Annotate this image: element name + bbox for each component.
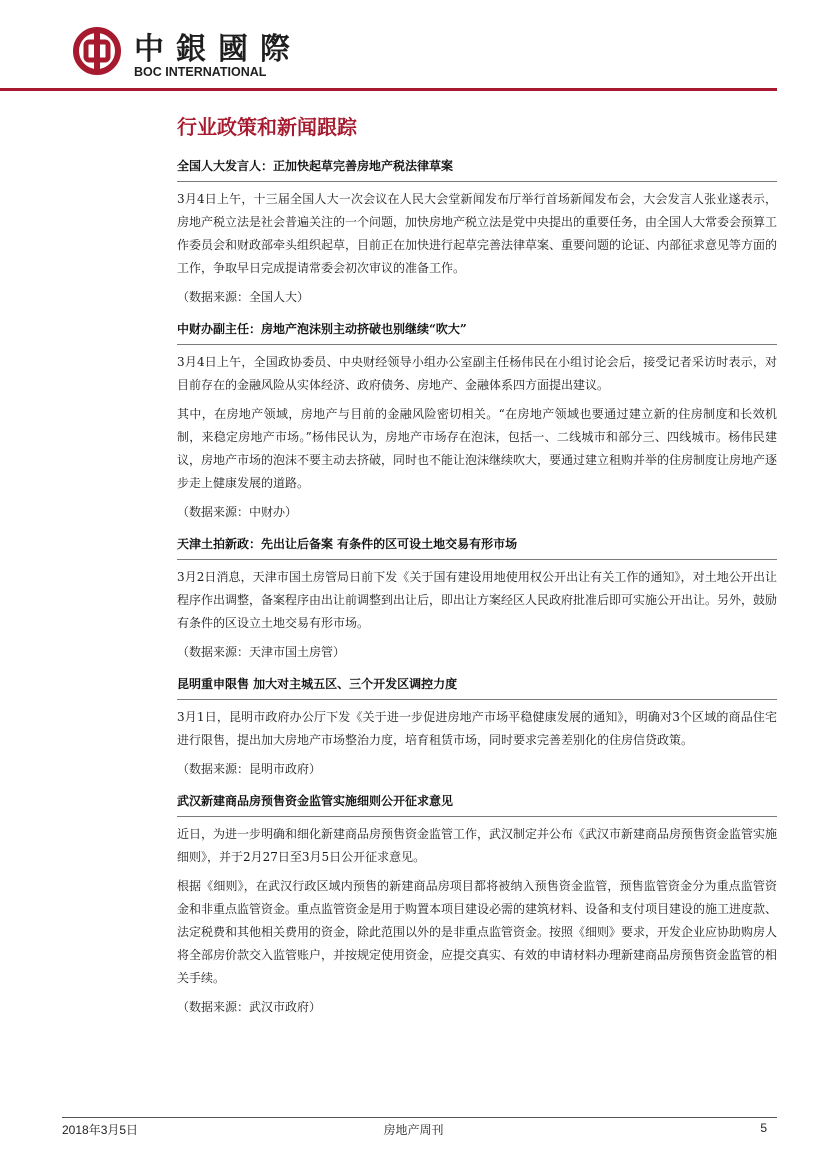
article-headline: 昆明重申限售 加大对主城五区、三个开发区调控力度: [177, 674, 777, 700]
news-article-wuhan: [177, 791, 777, 1019]
article-headline: 天津土拍新政：先出让后备案 有条件的区可设土地交易有形市场: [177, 534, 777, 560]
boc-logo-icon: [72, 26, 122, 76]
article-source: （数据来源：中财办）: [177, 505, 298, 519]
article-paragraph: 3月4日上午，全国政协委员、中央财经领导小组办公室副主任杨伟民在小组讨论会后，接受记者采访时表示，对目前存在的金融风险从实体经济、政府债务、房地产、金融体系四方面提出建议。: [177, 355, 777, 392]
article-source: （数据来源：天津市国土房管）: [177, 645, 346, 659]
article-headline: 中财办副主任：房地产泡沫别主动挤破也别继续“吹大”: [177, 319, 777, 345]
article-source: （数据来源：昆明市政府）: [177, 762, 322, 776]
page-number: 5: [760, 1121, 767, 1135]
article-source: （数据来源：全国人大）: [177, 290, 310, 304]
page-header: [0, 0, 827, 100]
brand-name-english: BOC INTERNATIONAL: [134, 65, 267, 79]
header-divider: [0, 88, 777, 91]
article-source: （数据来源：武汉市政府）: [177, 1000, 322, 1014]
article-paragraph: 3月1日，昆明市政府办公厅下发《关于进一步促进房地产市场平稳健康发展的通知》，明确对3个区域的商品住宅进行限售，提出加大房地产市场整治力度，培育租赁市场，同时要求完善差别化的住房信贷政策。: [177, 710, 777, 747]
news-article-kunming: [177, 674, 777, 781]
article-paragraph: 3月4日上午，十三届全国人大一次会议在人民大会堂新闻发布厅举行首场新闻发布会，大会发言人张业遂表示，房地产税立法是社会普遍关注的一个问题，加快房地产税立法是党中央提出的重要任务，由全国人大常委会预算工作委员会和财政部牵头组织起草，目前正在加快进行起草完善法律草案、重要问题的论证、内部征求意见等方面的工作，争取早日完成提请常委会初次审议的准备工作。: [177, 192, 778, 275]
article-paragraph: 近日，为进一步明确和细化新建商品房预售资金监管工作，武汉制定并公布《武汉市新建商品房预售资金监管实施细则》，并于2月27日至3月5日公开征求意见。: [177, 827, 778, 864]
article-paragraph: 3月2日消息，天津市国土房管局日前下发《关于国有建设用地使用权公开出让有关工作的通知》，对土地公开出让程序作出调整，备案程序由出让前调整到出让后，即出让方案经区人民政府批准后即可实施公开出让。另外，鼓励有条件的区设立土地交易有形市场。: [177, 570, 778, 630]
news-article-cfla: [177, 319, 777, 524]
article-headline: 全国人大发言人：正加快起草完善房地产税法律草案: [177, 156, 777, 182]
news-article-tianjin: [177, 534, 777, 664]
section-title: 行业政策和新闻跟踪: [177, 115, 357, 139]
footer-date: 2018年3月5日: [62, 1123, 139, 1137]
news-article-npc: [177, 156, 777, 309]
footer-publication-title: 房地产周刊: [383, 1123, 444, 1137]
article-paragraph: 根据《细则》，在武汉行政区域内预售的新建商品房项目都将被纳入预售资金监管，预售监管资金分为重点监管资金和非重点监管资金。重点监管资金是用于购置本项目建设必需的建筑材料、设备和支付项目建设的施工进度款、法定税费和其他相关费用的资金，除此范围以外的是非重点监管资金。按照《细则》要求，开发企业应协助购房人将全部房价款交入监管账户，并按规定使用资金，应提交真实、有效的申请材料办理新建商品房预售资金监管的相关手续。: [177, 879, 778, 985]
news-list: [177, 146, 777, 1019]
brand-name-chinese: 中銀國際: [134, 32, 302, 67]
article-headline: 武汉新建商品房预售资金监管实施细则公开征求意见: [177, 791, 777, 817]
article-paragraph: 其中，在房地产领域，房地产与目前的金融风险密切相关。“在房地产领域也要通过建立新的住房制度和长效机制，来稳定房地产市场。”杨伟民认为，房地产市场存在泡沫，包括一、二线城市和部分三、四线城市。杨伟民建议，房地产市场的泡沫不要主动去挤破，同时也不能让泡沫继续吹大，要通过建立租购并举的住房制度让房地产逐步走上健康发展的道路。: [177, 407, 778, 490]
footer-divider: [62, 1117, 777, 1118]
